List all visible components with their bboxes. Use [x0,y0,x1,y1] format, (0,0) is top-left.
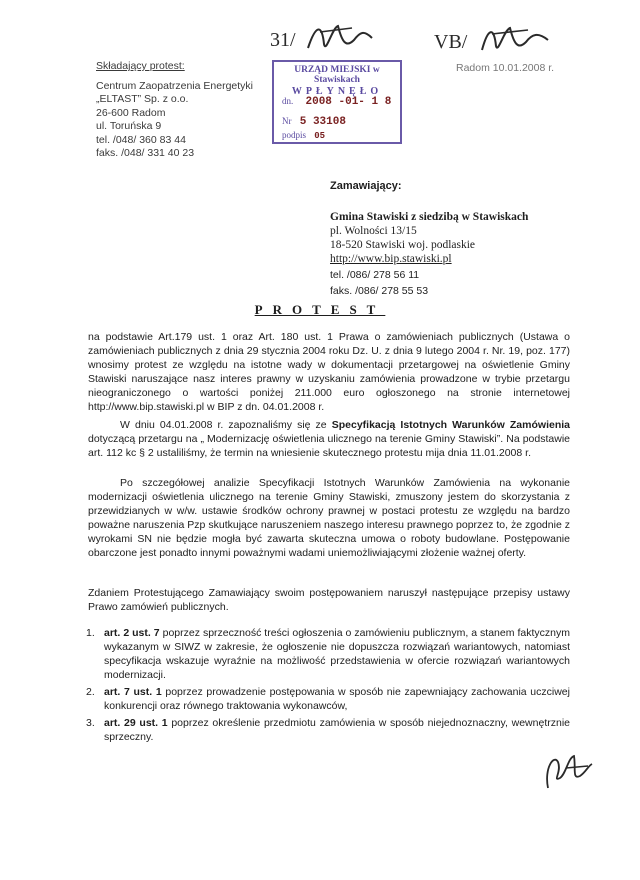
buyer-website-link[interactable]: http://www.bip.stawiski.pl [330,253,452,265]
paragraph-siwz-bold: Specyfikacją Istotnych Warunków Zamówienia [331,419,570,431]
stamp-number-label: Nr [282,116,292,126]
document-title: PROTEST [254,302,386,317]
buyer-fax: faks. /086/ 278 55 53 [330,284,429,297]
sender-block [96,60,296,161]
sender-line: tel. /048/ 360 83 44 [96,133,186,146]
sender-line: „ELTAST” Sp. z o.o. [96,93,189,105]
list-item-text: poprzez prowadzenie postępowania w sposób nie zapewniający zachowania uczciwej konkurencji oraz równego traktowania wykonawców, [104,686,570,712]
list-item-article: art. 2 ust. 7 [104,627,160,639]
buyer-block [330,180,590,298]
stamp-date-row [282,96,391,108]
list-item-number: 3. [86,717,95,729]
stamp-number-value: 5 33108 [299,116,346,128]
paragraph-analysis: Po szczegółowej analizie Specyfikacji Istotnych Warunków Zamówienia na wykonanie modernizacji oświetlenia ulicznego na terenie Gminy Stawiski, zmuszony jestem do skorzystania z przewidzianych w w/w. ustawie środków ochrony prawnej w postaci protestu ze względu na bardzo poważne naruszenia Pzp skutkujące naruszeniem naszego interesu prawnego poprzez to, że zgodnie z wyrokami SN nie będzie mogła być zawarta skuteczna umowa o roboty budowlane. Postępowanie obarczone jest ponadto innymi poważnymi wadami uniemożliwiającymi złożenie ważnej oferty. [88,477,570,559]
buyer-address-line: 18-520 Stawiski woj. podlaskie [330,239,476,251]
paragraph-violations-intro: Zdaniem Protestującego Zamawiający swoim postępowaniem naruszył następujące przepisy ustawy Prawo zamówień publicznych. [88,587,570,613]
buyer-tel: tel. /086/ 278 56 11 [330,269,420,281]
signature-mark [536,748,596,798]
stamp-signature-label: podpis [282,130,307,140]
sender-line: faks. /048/ 331 40 23 [96,147,195,159]
list-item-number: 1. [86,627,95,639]
stamp-signature-value: 05 [314,131,326,141]
stamp-received: WPŁYNĘŁO [291,86,383,97]
paragraph-siwz-text-1: W dniu 04.01.2008 r. zapoznaliśmy się ze [120,419,332,431]
initials-right-text: VB/ [434,31,468,53]
initials-left-text: 31/ [270,29,296,51]
top-right-handwriting [432,20,552,60]
paragraph-siwz-text-2: dotyczącą przetargu na „ Modernizację oświetlenia ulicznego na terenie Gminy Stawiski”. Na podstawie art. 112 kc § 2 ustaliliśmy, że termin na wniesienie skutecznego protestu mija dnia 11.01.2008 r. [88,433,570,459]
stamp-date-value: 2008 -01- 1 8 [305,96,392,108]
sender-line: ul. Toruńska 9 [96,120,162,132]
list-item-text: poprzez określenie przedmiotu zamówienia w sposób niejednoznaczny, wewnętrznie sprzeczny. [104,717,571,743]
stamp-signature-row [282,130,325,141]
handwritten-signature [536,748,596,803]
list-item [80,626,570,682]
received-stamp [272,60,402,144]
list-item-text: poprzez sprzeczność treści ogłoszenia o zamówieniu publicznym, a stanem faktycznym wykazanym w SIWZ w zakresie, że ogłoszenie nie dopuszcza rozwiązań wariantowych, natomiast specyfikacja wskazuje wyraźnie na możliwość przedstawienia w ofercie rozwiązań wariantowych modernizacji. [104,627,570,681]
sender-line: 26-600 Radom [96,106,166,119]
buyer-address-line: pl. Wolności 13/15 [330,225,417,237]
top-left-handwriting [268,18,378,58]
list-item-article: art. 29 ust. 1 [104,717,168,729]
paragraph-legal-basis: na podstawie Art.179 ust. 1 oraz Art. 180 ust. 1 Prawa o zamówieniach publicznych (Ustawa o zamówieniach publicznych z dnia 29 stycznia 2004 roku Dz. U. z dnia 9 lutego 2004 r. Nr. 19, poz. 177) wnosimy protest ze względu na istotne wady w dokumentacji przetargowej na oświetlenie Gminy Stawiski naruszające nasz interes prawny w uzyskaniu zamówienia prowadzone w trybie przetargu nieograniczonego o wartości poniżej 211.000 euro ogłoszonego na stronie internetowej http://www.bip.stawiski.pl w BIP z dn. 04.01.2008 r. [88,331,570,413]
paragraph-siwz [88,418,570,460]
list-item [80,685,570,713]
place-date: Radom 10.01.2008 r. [456,62,555,74]
violations-list [80,626,570,747]
handwritten-initials-right [432,20,552,60]
stamp-title: URZĄD MIEJSKI w Stawiskach [294,65,380,85]
handwritten-initials-left [268,18,378,58]
list-item [80,716,570,744]
sender-line: Centrum Zaopatrzenia Energetyki [96,79,253,92]
sender-heading: Składający protest: [96,60,185,72]
buyer-name: Gmina Stawiski z siedzibą w Stawiskach [330,211,529,223]
buyer-heading: Zamawiający: [330,180,402,192]
list-item-number: 2. [86,686,95,698]
stamp-number-row [282,116,346,128]
stamp-date-label: dn. [282,96,294,106]
list-item-article: art. 7 ust. 1 [104,686,162,698]
